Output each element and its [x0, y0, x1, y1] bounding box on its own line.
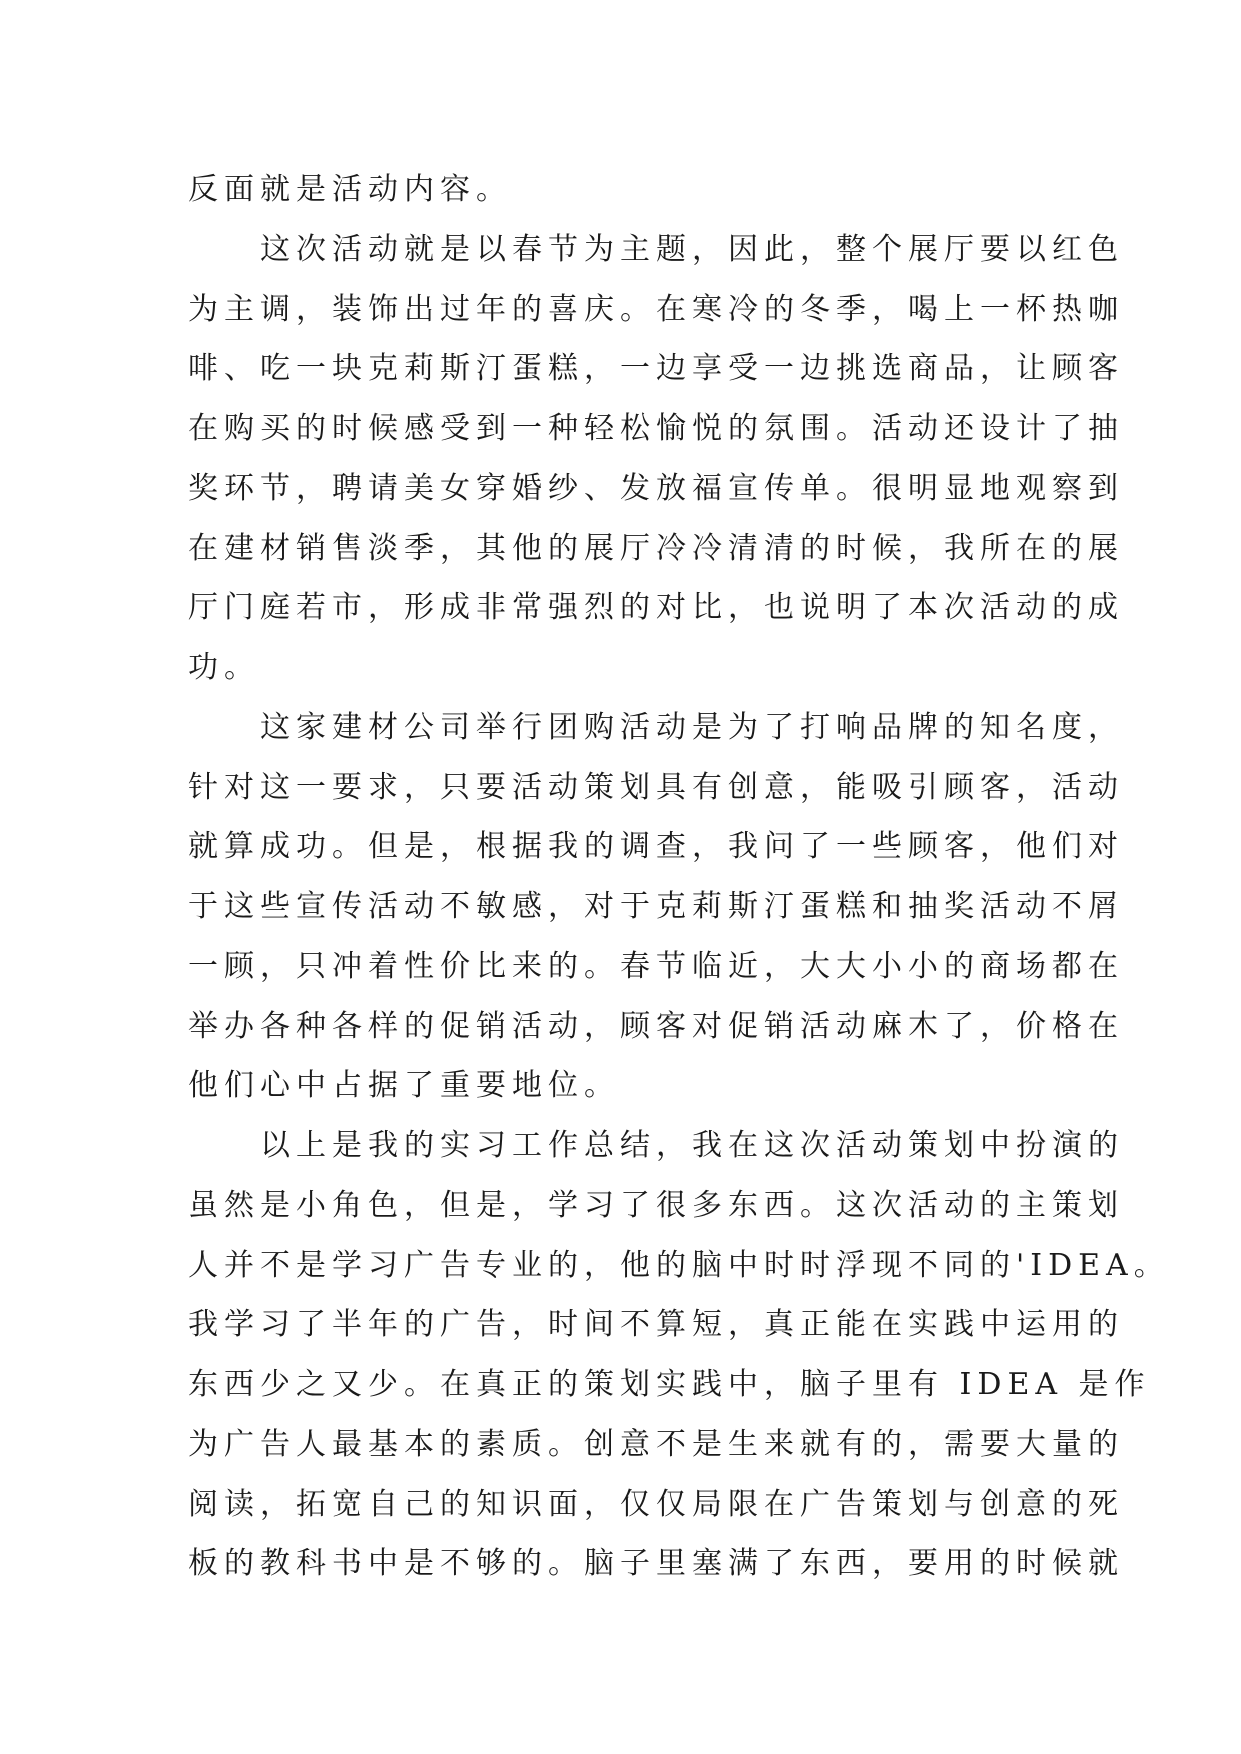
text-line: 在建材销售淡季，其他的展厅冷冷清清的时候，我所在的展	[188, 530, 1124, 566]
text-line: 为广告人最基本的素质。创意不是生来就有的，需要大量的	[188, 1426, 1124, 1462]
text-line: 人并不是学习广告专业的，他的脑中时时浮现不同的'IDEA。	[188, 1247, 1170, 1283]
text-line: 他们心中占据了重要地位。	[188, 1068, 620, 1104]
text-line: 东西少之又少。在真正的策划实践中，脑子里有 IDEA 是作	[188, 1367, 1151, 1402]
text-line: 啡、吃一块克莉斯汀蛋糕，一边享受一边挑选商品，让顾客	[188, 351, 1124, 387]
text-line: 就算成功。但是，根据我的调查，我问了一些顾客，他们对	[188, 829, 1124, 865]
text-line: 一顾，只冲着性价比来的。春节临近，大大小小的商场都在	[188, 948, 1124, 984]
text-line: 厅门庭若市，形成非常强烈的对比，也说明了本次活动的成	[188, 590, 1124, 626]
text-line: 于这些宣传活动不敏感，对于克莉斯汀蛋糕和抽奖活动不屑	[188, 889, 1124, 924]
text-line: 反面就是活动内容。	[188, 172, 512, 207]
paragraph-first-line: 这家建材公司举行团购活动是为了打响品牌的知名度，	[260, 709, 1124, 745]
body-text	[188, 160, 1170, 1594]
text-line: 阅读，拓宽自己的知识面，仅仅局限在广告策划与创意的死	[188, 1486, 1124, 1522]
text-line: 虽然是小角色，但是，学习了很多东西。这次活动的主策划	[188, 1187, 1124, 1223]
text-line: 举办各种各样的促销活动，顾客对促销活动麻木了，价格在	[188, 1008, 1124, 1044]
paragraph-first-line: 以上是我的实习工作总结，我在这次活动策划中扮演的	[260, 1128, 1124, 1163]
text-line: 功。	[188, 650, 260, 685]
text-line: 在购买的时候感受到一种轻松愉悦的氛围。活动还设计了抽	[188, 411, 1124, 446]
text-line: 我学习了半年的广告，时间不算短，真正能在实践中运用的	[188, 1307, 1124, 1343]
text-line: 为主调，装饰出过年的喜庆。在寒冷的冬季，喝上一杯热咖	[188, 291, 1124, 327]
text-line: 板的教科书中是不够的。脑子里塞满了东西，要用的时候就	[188, 1546, 1124, 1582]
text-line: 针对这一要求，只要活动策划具有创意，能吸引顾客，活动	[188, 769, 1124, 805]
paragraph-first-line: 这次活动就是以春节为主题，因此，整个展厅要以红色	[260, 231, 1124, 267]
text-line: 奖环节，聘请美女穿婚纱、发放福宣传单。很明显地观察到	[188, 470, 1124, 506]
